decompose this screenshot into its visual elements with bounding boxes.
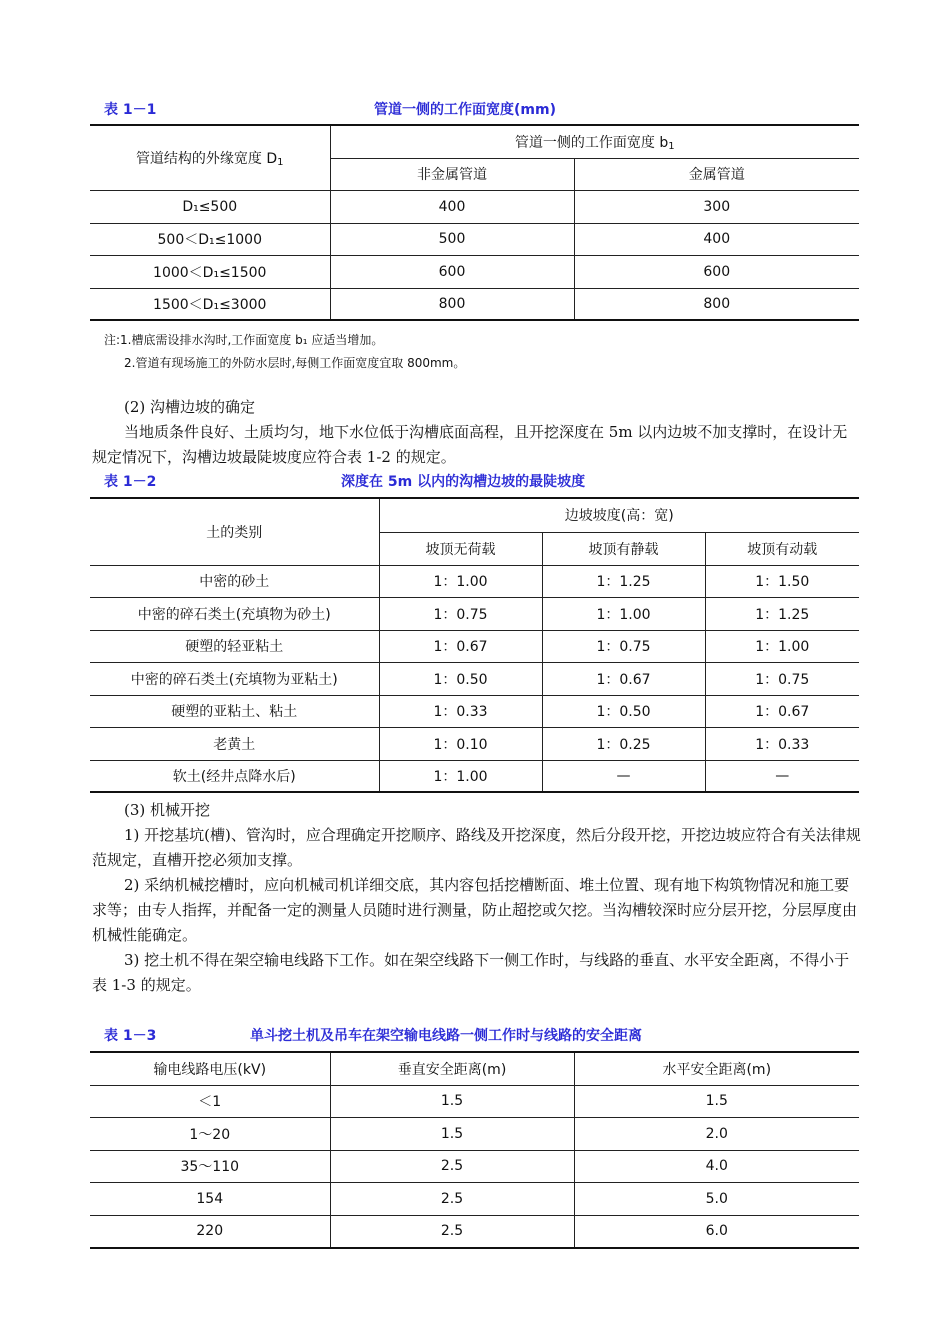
- table-cell: 220: [90, 1215, 330, 1248]
- table1-note-2: 2.管道有现场施工的外防水层时,每侧工作面宽度宜取 800mm。: [124, 356, 466, 370]
- section3-paragraph-2: 2) 采纳机械挖槽时，应向机械司机详细交底，其内容包括挖槽断面、堆土位置、现有地下构筑物情况和施工要求等；由专人指挥，并配备一定的测量人员随时进行测量，防止超挖或欠挖。当沟槽较深时应分层开挖，分层厚度由机械性能确定。: [92, 876, 858, 944]
- table-cell: —: [705, 760, 859, 792]
- table-cell: 600: [330, 255, 574, 288]
- section3-heading: (3) 机械开挖: [124, 801, 211, 819]
- table3-header-voltage: 输电线路电压(kV): [90, 1052, 330, 1085]
- table-cell: 老黄土: [90, 727, 379, 760]
- table3-number: 表 1－3: [104, 1028, 157, 1044]
- table-cell: 软土(经井点降水后): [90, 760, 379, 792]
- table2-header-group: 边坡坡度(高：宽): [379, 498, 859, 532]
- table-cell: 2.0: [574, 1117, 859, 1150]
- table-cell: 800: [330, 288, 574, 320]
- table-cell: 中密的砂土: [90, 565, 379, 597]
- table-cell: 1：0.67: [705, 695, 859, 727]
- table-cell: 1：0.75: [705, 662, 859, 695]
- table1-caption: [104, 99, 859, 121]
- table2-caption: [104, 471, 859, 493]
- table-cell: 2.5: [330, 1215, 574, 1248]
- table-cell: 中密的碎石类土(充填物为砂土): [90, 597, 379, 630]
- table-cell: 500＜D₁≤1000: [90, 223, 330, 255]
- table-cell: 1：1.00: [542, 597, 705, 630]
- section2-heading: (2) 沟槽边坡的确定: [124, 398, 256, 416]
- table-cell: 1：1.00: [379, 760, 542, 792]
- table-cell: 800: [574, 288, 859, 320]
- table-cell: 1：1.00: [379, 565, 542, 597]
- table-cell: 1：0.10: [379, 727, 542, 760]
- section3-paragraph-1: 1) 开挖基坑(槽)、管沟时，应合理确定开挖顺序、路线及开挖深度，然后分段开挖，开挖边坡应符合有关法律规范规定，直槽开挖必须加支撑。: [92, 826, 861, 869]
- table-cell: 1：0.33: [705, 727, 859, 760]
- table-cell: 1.5: [330, 1085, 574, 1117]
- section3: [92, 798, 862, 998]
- table-row: [90, 1150, 859, 1182]
- table-cell: 154: [90, 1182, 330, 1215]
- table-row: [90, 288, 859, 320]
- table-row: [90, 662, 859, 695]
- table-row: [90, 190, 859, 223]
- table-cell: 2.5: [330, 1150, 574, 1182]
- table-cell: 1：1.25: [705, 597, 859, 630]
- table2-number: 表 1－2: [104, 474, 157, 490]
- table2-header-dynamic-load: 坡顶有动载: [705, 532, 859, 565]
- table-cell: 1.5: [330, 1117, 574, 1150]
- table-cell: 500: [330, 223, 574, 255]
- table1-note-1: 注:1.槽底需设排水沟时,工作面宽度 b₁ 应适当增加。: [104, 333, 384, 347]
- table-cell: 1000＜D₁≤1500: [90, 255, 330, 288]
- table1-header-nonmetal: 非金属管道: [330, 158, 574, 190]
- table-cell: 1.5: [574, 1085, 859, 1117]
- table-row: [90, 760, 859, 792]
- table1-header-group: 管道一侧的工作面宽度 $b_1$: [330, 125, 859, 158]
- table-cell: 400: [330, 190, 574, 223]
- table-cell: 4.0: [574, 1150, 859, 1182]
- table-cell: ＜1: [90, 1085, 330, 1117]
- table-cell: 300: [574, 190, 859, 223]
- table-cell: 1500＜D₁≤3000: [90, 288, 330, 320]
- table-cell: 1～20: [90, 1117, 330, 1150]
- table-cell: 1：0.33: [379, 695, 542, 727]
- table-cell: D₁≤500: [90, 190, 330, 223]
- table-row: [90, 255, 859, 288]
- section2: [92, 395, 862, 470]
- table-cell: 1：0.25: [542, 727, 705, 760]
- table1-header-metal: 金属管道: [574, 158, 859, 190]
- table-cell: 1：0.67: [542, 662, 705, 695]
- table3-header-horizontal: 水平安全距离(m): [574, 1052, 859, 1085]
- section3-paragraph-3: 3) 挖土机不得在架空输电线路下工作。如在架空线路下一侧工作时，与线路的垂直、水平安全距离，不得小于表 1-3 的规定。: [92, 951, 850, 994]
- table2: [90, 497, 859, 793]
- table-cell: 1：0.75: [379, 597, 542, 630]
- table-cell: 硬塑的亚粘土、粘土: [90, 695, 379, 727]
- table-row: [90, 597, 859, 630]
- table1: [90, 124, 859, 321]
- table-row: [90, 565, 859, 597]
- table-row: [90, 695, 859, 727]
- table-cell: 1：1.25: [542, 565, 705, 597]
- table2-header-static-load: 坡顶有静载: [542, 532, 705, 565]
- table1-number: 表 1－1: [104, 102, 157, 118]
- table3-title: 单斗挖土机及吊车在架空输电线路一侧工作时与线路的安全距离: [250, 1028, 642, 1044]
- table-cell: 中密的碎石类土(充填物为亚粘土): [90, 662, 379, 695]
- table-cell: 1：0.50: [379, 662, 542, 695]
- table1-title: 管道一侧的工作面宽度(mm): [374, 102, 556, 118]
- table-cell: 35～110: [90, 1150, 330, 1182]
- table-cell: 600: [574, 255, 859, 288]
- table-cell: 400: [574, 223, 859, 255]
- table2-title: 深度在 5m 以内的沟槽边坡的最陡坡度: [341, 474, 586, 490]
- table2-header-soil: 土的类别: [90, 498, 379, 565]
- table-row: [90, 630, 859, 662]
- table-cell: 1：0.75: [542, 630, 705, 662]
- table-row: [90, 223, 859, 255]
- table-cell: 5.0: [574, 1182, 859, 1215]
- table3-header-vertical: 垂直安全距离(m): [330, 1052, 574, 1085]
- table-row: [90, 1215, 859, 1248]
- table-cell: 1：1.00: [705, 630, 859, 662]
- table-cell: 1：0.67: [379, 630, 542, 662]
- table-row: [90, 1117, 859, 1150]
- table3-caption: [104, 1025, 859, 1047]
- table-cell: 1：0.50: [542, 695, 705, 727]
- table-cell: 硬塑的轻亚粘土: [90, 630, 379, 662]
- section2-paragraph: 当地质条件良好、土质均匀，地下水位低于沟槽底面高程，且开挖深度在 5m 以内边坡不加支撑时，在设计无规定情况下，沟槽边坡最陡坡度应符合表 1-2 的规定。: [92, 423, 848, 466]
- table-row: [90, 727, 859, 760]
- table-cell: 2.5: [330, 1182, 574, 1215]
- table-cell: 6.0: [574, 1215, 859, 1248]
- table-row: [90, 1182, 859, 1215]
- table3: [90, 1051, 859, 1249]
- table-cell: 1：1.50: [705, 565, 859, 597]
- table-cell: —: [542, 760, 705, 792]
- table2-header-no-load: 坡顶无荷载: [379, 532, 542, 565]
- table1-header-width: 管道结构的外缘宽度 $D_1$: [90, 125, 330, 190]
- table-row: [90, 1085, 859, 1117]
